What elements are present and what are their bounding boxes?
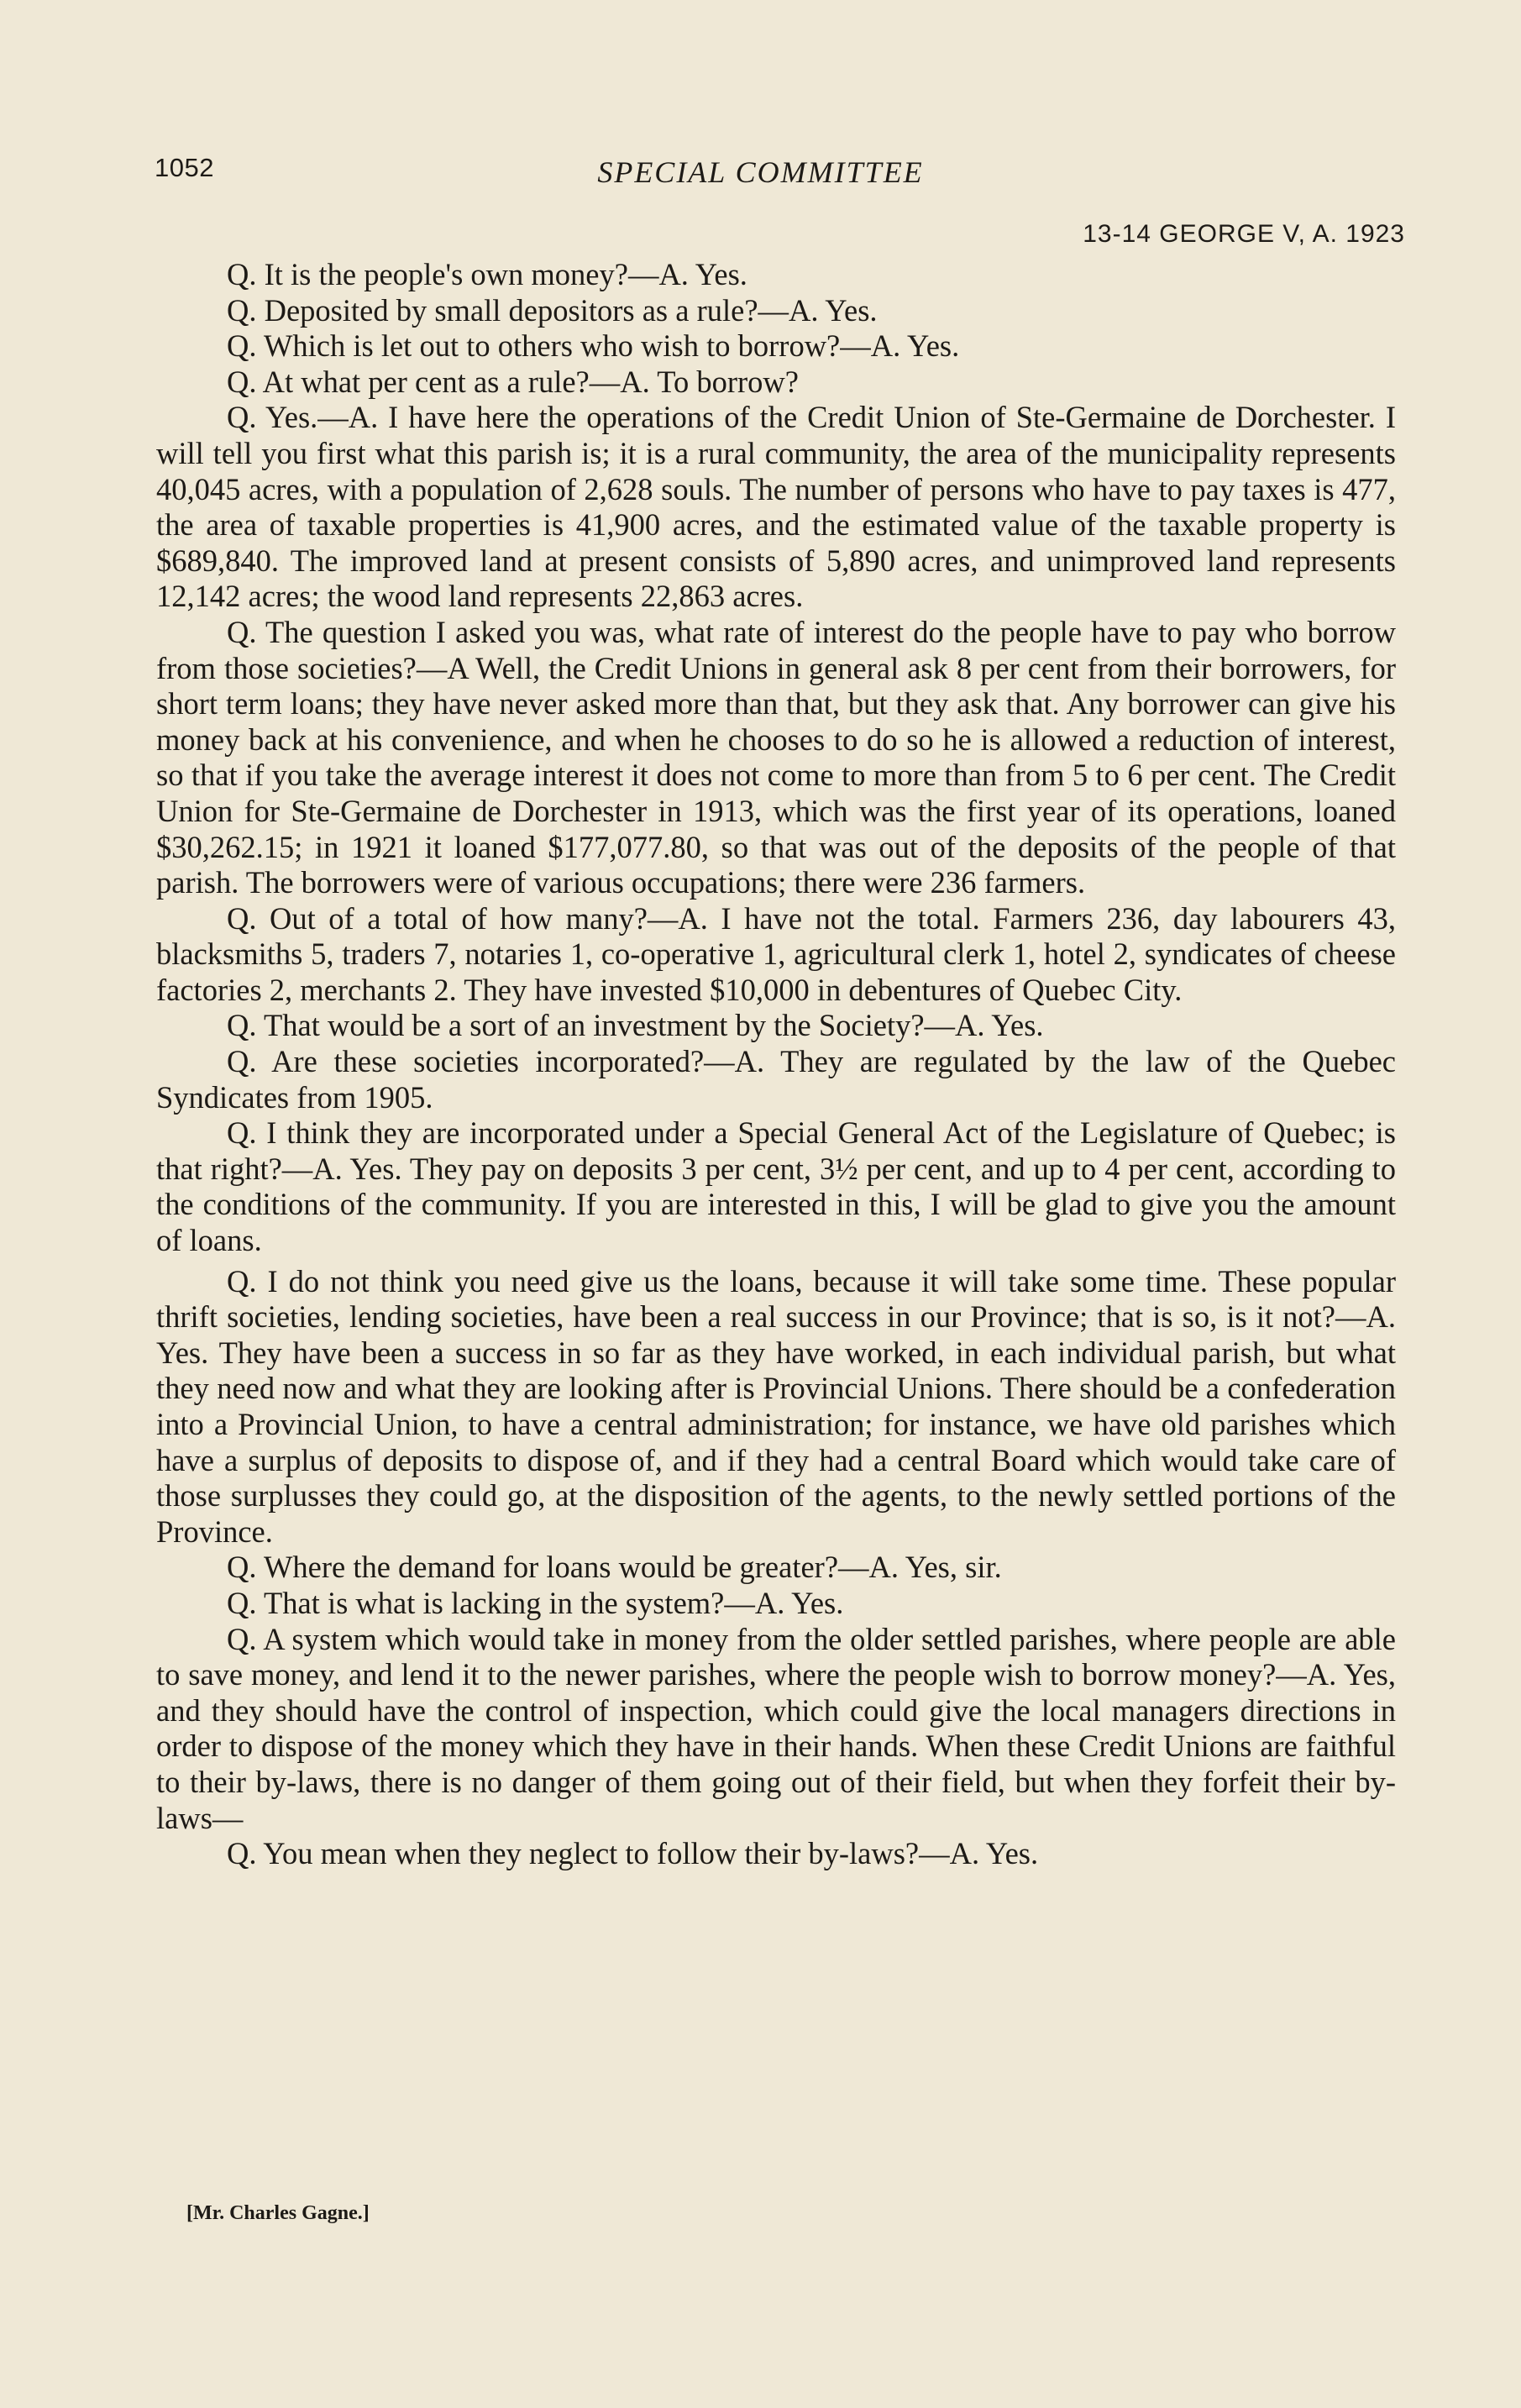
paragraph: Q. It is the people's own money?—A. Yes. — [227, 257, 747, 291]
paragraph: Q. Out of a total of how many?—A. I have not the total. Farmers 236, day labourers 43, blacksmiths 5, traders 7, notaries 1, co-operative 1, agricultural clerk 1, hotel 2, syndicates of cheese factories 2, merchants 2. They have invested $10,000 in debentures of Quebec City. — [156, 900, 1396, 1007]
paragraph: Q. Yes.—A. I have here the operations of the Credit Union of Ste-Germaine de Dorchester. I will tell you first what this parish is; it is a rural community, the area of the municipality represents 40,045 acres, with a population of 2,628 souls. The number of persons who have to pay taxes is 477, the area of taxable properties is 41,900 acres, and the estimated value of the taxable property is $689,840. The improved land at present consists of 5,890 acres, and unimproved land represents 12,142 acres; the wood land represents 22,863 acres. — [156, 400, 1396, 614]
body-text — [156, 257, 1396, 1872]
paragraph: Q. That is what is lacking in the system?—A. Yes. — [227, 1585, 844, 1620]
paragraph: Q. Deposited by small depositors as a rule?—A. Yes. — [227, 292, 878, 328]
paragraph: Q. That would be a sort of an investment by the Society?—A. Yes. — [227, 1008, 1044, 1043]
paragraph: Q. The question I asked you was, what rate of interest do the people have to pay who borrow from those societies?—A Well, the Credit Unions in general ask 8 per cent from their borrowers, for short term loans; they have never asked more than that, but they ask that. Any borrower can give his money back at his convenience, and when he chooses to do so he is allowed a reduction of interest, so that if you take the average interest it does not come to more than from 5 to 6 per cent. The Credit Union for Ste-Germaine de Dorchester in 1913, which was the first year of its operations, loaned $30,262.15; in 1921 it loaned $177,077.80, so that was out of the deposits of the people of that parish. The borrowers were of various occupations; there were 236 farmers. — [156, 614, 1396, 900]
paragraph: Q. I think they are incorporated under a Special General Act of the Legislature of Quebec; is that right?—A. Yes. They pay on deposits 3 per cent, 3½ per cent, and up to 4 per cent, according to the conditions of the community. If you are interested in this, I will be glad to give you the amount of loans. — [156, 1115, 1396, 1258]
paragraph: Q. You mean when they neglect to follow their by-laws?—A. Yes. — [227, 1836, 1039, 1871]
page-number: 1052 — [155, 153, 214, 182]
paragraph: Q. Where the demand for loans would be greater?—A. Yes, sir. — [227, 1550, 1002, 1585]
paragraph: Q. A system which would take in money from the older settled parishes, where people are able to save money, and lend it to the newer parishes, where the people wish to borrow money?—A. Yes, and they should have the control of inspection, which could give the local managers directions in order to dispose of the money which they have in their hands. When these Credit Unions are faithful to their by-laws, there is no danger of them going out of their field, but when they forfeit their by-laws— — [156, 1621, 1396, 1835]
session-reference: 13-14 GEORGE V, A. 1923 — [1083, 220, 1405, 248]
paragraph: Q. At what per cent as a rule?—A. To borrow? — [227, 364, 799, 399]
paragraph: Q. I do not think you need give us the loans, because it will take some time. These popular thrift societies, lending societies, have been a real success in our Province; that is so, is it not?—A. Yes. They have been a success in so far as they have worked, in each individual parish, but what they need now and what they are looking after is Provincial Unions. There should be a confederation into a Provincial Union, to have a central administration; for instance, we have old parishes which have a surplus of deposits to dispose of, and if they had a central Board which would take care of those surplusses they could go, at the disposition of the agents, to the newly settled portions of the Province. — [156, 1263, 1396, 1549]
paragraph: Q. Are these societies incorporated?—A. They are regulated by the law of the Quebec Syndicates from 1905. — [156, 1044, 1396, 1115]
running-head: SPECIAL COMMITTEE — [597, 155, 924, 189]
paragraph: Q. Which is let out to others who wish to borrow?—A. Yes. — [227, 328, 960, 364]
speaker-footer: [Mr. Charles Gagne.] — [186, 2202, 370, 2224]
